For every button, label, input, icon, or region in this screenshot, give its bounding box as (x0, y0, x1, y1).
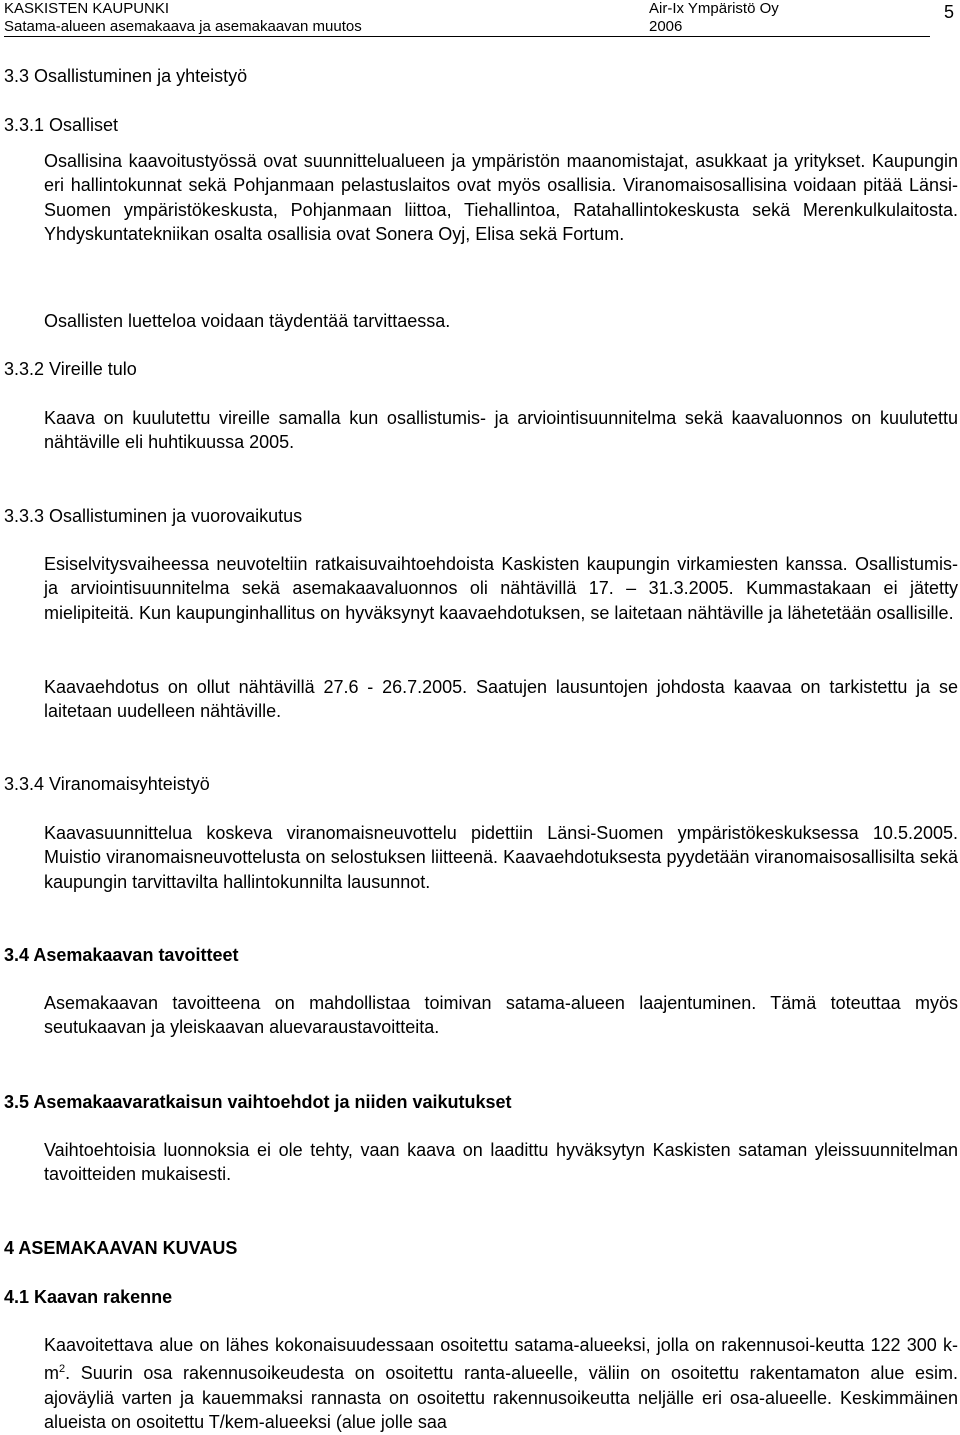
section-3-5-heading: 3.5 Asemakaavaratkaisun vaihtoehdot ja niiden vaikutukset (4, 1092, 512, 1112)
section-3-3-1-paragraph-1: Osallisina kaavoitustyössä ovat suunnittelualueen ja ympäristön maanomistajat, asukkaat ja yritykset. Kaupungin eri hallintokunnat sekä Pohjanmaan pelastuslaitos ovat myös osallisia. Viranomaisosallisina voidaan pitää Länsi-Suomen ympäristökeskusta, Pohjanmaan liittoa, Tiehallintoa, Ratahallintokeskusta sekä Merenkulkulaitosta. Yhdyskuntatekniikan osalta osallisia ovat Sonera Oyj, Elisa sekä Fortum. (44, 151, 958, 245)
section-3-4-paragraph-1: Asemakaavan tavoitteena on mahdollistaa toimivan satama-alueen laajentuminen. Tämä toteuttaa myös seutukaavan ja yleiskaavan aluevaraustavoitteita. (44, 993, 958, 1038)
section-4-1-text-a: Kaavoitettava alue on lähes kokonaisuudessaan osoitettu satama-alueeksi, jolla on rakennusoi-keutta 122 300 k-m (44, 1335, 958, 1384)
header-divider (4, 36, 930, 37)
section-4-1-paragraph-1 (44, 1333, 958, 1435)
section-3-4-heading: 3.4 Asemakaavan tavoitteet (4, 945, 239, 965)
section-3-3-3-heading: 3.3.3 Osallistuminen ja vuorovaikutus (4, 506, 303, 526)
section-4-heading: 4 ASEMAKAAVAN KUVAUS (4, 1238, 238, 1258)
superscript-2: 2 (59, 1363, 66, 1376)
header-subtitle: Satama-alueen asemakaava ja asemakaavan muutos (4, 18, 362, 35)
section-4-1-heading: 4.1 Kaavan rakenne (4, 1287, 173, 1307)
page-number: 5 (943, 2, 954, 22)
section-3-3-3-paragraph-1: Esiselvitysvaiheessa neuvoteltiin ratkaisuvaihtoehdoista Kaskisten kaupungin virkamiesten kanssa. Osallistumis- ja arviointisuunnitelma sekä asemakaavaluonnos oli nähtävillä 17. – 31.3.2005. Kummastakaan ei jätetty mielipiteitä. Kun kaupunginhallitus on hyväksynyt kaavaehdotuksen, se laitetaan nähtäville ja lähetetään osallisille. (44, 554, 958, 623)
header-year: 2006 (649, 18, 683, 35)
section-3-3-heading: 3.3 Osallistuminen ja yhteistyö (4, 66, 248, 86)
section-3-5-paragraph-1: Vaihtoehtoisia luonnoksia ei ole tehty, vaan kaava on laadittu hyväksytyn Kaskisten sataman yleissuunnitelman tavoitteiden mukaisesti. (44, 1140, 958, 1185)
section-3-3-1-heading: 3.3.1 Osalliset (4, 115, 119, 135)
header-org: KASKISTEN KAUPUNKI (4, 0, 170, 17)
page-header (4, 0, 956, 38)
section-3-3-2-heading: 3.3.2 Vireille tulo (4, 359, 137, 379)
section-3-3-4-heading: 3.3.4 Viranomaisyhteistyö (4, 774, 210, 794)
section-3-3-1-paragraph-2: Osallisten luetteloa voidaan täydentää tarvittaessa. (44, 311, 451, 331)
section-4-1-text-b: . Suurin osa rakennusoikeudesta on osoitettu ranta-alueelle, väliin on osoitettu rakentamaton alue esim. ajoväyliä varten ja kauemmaksi rannasta on osoitettu rakennusoikeutta neljälle eri osa-alueelle. Keskimmäinen alueista on osoitettu T/kem-alueeksi (alue jolle saa (44, 1363, 958, 1433)
section-3-3-4-paragraph-1: Kaavasuunnittelua koskeva viranomaisneuvottelu pidettiin Länsi-Suomen ympäristökeskuksessa 10.5.2005. Muistio viranomaisneuvottelusta on selostuksen liitteenä. Kaavaehdotuksesta pyydetään viranomaisosallisilta sekä kaupungin tarvittavilta hallintokunnilta lausunnot. (44, 823, 958, 892)
section-3-3-2-paragraph-1: Kaava on kuulutettu vireille samalla kun osallistumis- ja arviointisuunnitelma sekä kaavaluonnos on kuulutettu nähtäville eli huhtikuussa 2005. (44, 408, 958, 453)
header-consultant: Air-Ix Ympäristö Oy (649, 0, 779, 17)
section-3-3-3-paragraph-2: Kaavaehdotus on ollut nähtävillä 27.6 - 26.7.2005. Saatujen lausuntojen johdosta kaavaa on tarkistettu ja se laitetaan uudelleen nähtäville. (44, 677, 958, 722)
